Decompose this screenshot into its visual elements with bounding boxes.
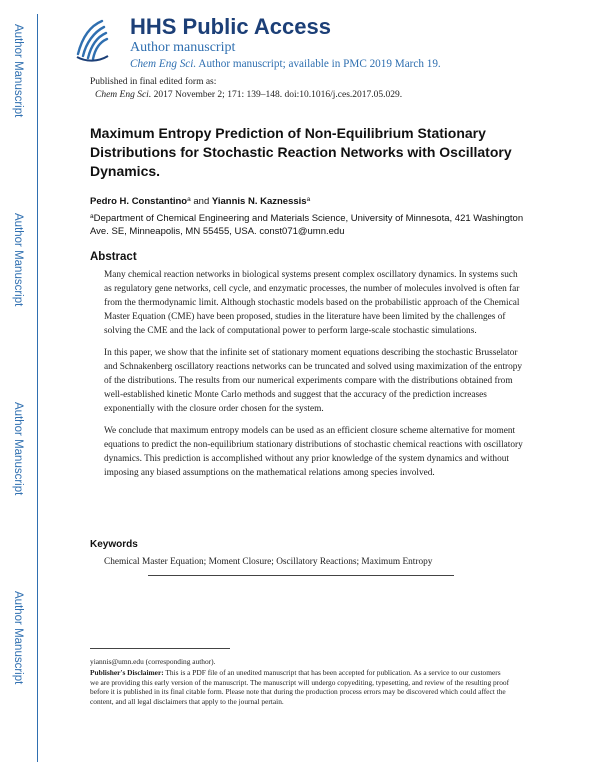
author-separator: and (190, 196, 212, 207)
affiliation-sup: a (90, 213, 94, 220)
keywords-divider (148, 575, 454, 576)
keywords-text: Chemical Master Equation; Moment Closure; Oscillatory Reactions; Maximum Entropy (104, 557, 433, 567)
availability-text: Author manuscript; available in PMC 2019 March 19. (198, 58, 441, 70)
hhs-eagle-logo-icon (72, 16, 112, 64)
abstract-heading: Abstract (90, 251, 137, 263)
author-name: Yiannis N. Kaznessis (211, 196, 307, 207)
availability-journal: Chem Eng Sci. (130, 58, 197, 70)
abstract-body (104, 268, 526, 488)
availability-line (130, 58, 441, 70)
disclaimer-text: This is a PDF file of an unedited manuscript that has been accepted for publication. As a service to our customers we are providing this early version of the manuscript. The manuscript will undergo copyediting, typesetting, and review of the resulting proof before it is published in its final citable form. Please note that during the production process errors may be discovered which could affect the content, and all legal disclaimers that apply to the journal pertain. (90, 668, 510, 706)
hhs-title: HHS Public Access (130, 14, 331, 39)
published-label: Published in final edited form as: (90, 77, 217, 87)
article-title: Maximum Entropy Prediction of Non-Equilibrium Stationary Distributions for Stochastic Reaction Networks with Oscillatory Dynamics. (90, 125, 512, 179)
author-line (90, 196, 310, 207)
affiliation (90, 210, 530, 238)
author-sup: a (187, 196, 191, 203)
abstract-paragraph: In this paper, we show that the infinite set of stationary moment equations describing the stochastic Brusselator and Schnakenberg oscillatory reactions networks can be truncated and solved using maximization of the entropy of the distributions. The results from our numerical experiments compare with the distributions obtained from well-established kinetic Monte Carlo methods and suggest that the accuracy of the prediction increases exponentially with the closure order chosen for the system. (104, 348, 523, 414)
author-name: Pedro H. Constantino (90, 196, 188, 207)
abstract-paragraph: Many chemical reaction networks in biological systems present complex oscillatory dynamics. In systems such as regulatory gene networks, cell cycle, and enzymatic processes, the number of molecules involved is often far from the thermodynamic limit. Although stochastic models based on the probabilistic approach of the Chemical Master Equation (CME) have been proposed, studies in the literature have been limited by the challenges of solving the CME and the lack of computational power to perform large-scale stochastic simulations. (104, 270, 520, 336)
keywords-heading: Keywords (90, 539, 138, 550)
abstract-paragraph: We conclude that maximum entropy models can be used as an efficient closure scheme alternative for moment equations to predict the non-equilibrium stationary distributions of stochastic chemical reactions with oscillatory dynamics. This prediction is accomplished without any prior knowledge of the system dynamics and without imposing any biased assumptions on the mathematical relations among species involved. (104, 426, 523, 478)
affiliation-text: Department of Chemical Engineering and Materials Science, University of Minnesota, 421 Washington Ave. SE, Minneapolis, MN 55455, USA. const071@umn.edu (90, 213, 524, 237)
disclaimer-label: Publisher's Disclaimer: (90, 668, 164, 677)
publisher-disclaimer (90, 668, 510, 706)
author-manuscript-label: Author manuscript (130, 40, 236, 55)
corresponding-email: yiannis@umn.edu (corresponding author). (90, 657, 216, 666)
side-rule (37, 14, 38, 762)
citation-line (95, 90, 402, 100)
citation-journal: Chem Eng Sci. (95, 90, 152, 100)
footnote-divider (90, 648, 230, 649)
author-sup: a (306, 196, 311, 203)
citation-details: 2017 November 2; 171: 139–148. doi:10.1016/j.ces.2017.05.029. (153, 90, 403, 100)
